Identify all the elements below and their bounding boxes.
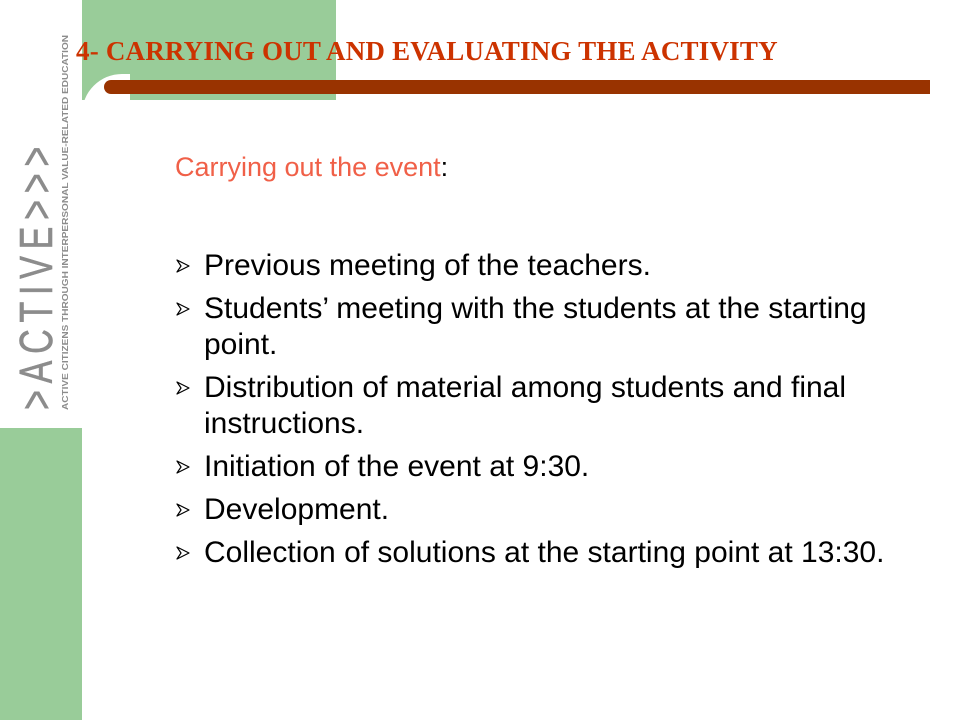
arrow-bullet-icon	[176, 460, 190, 474]
bullet-text: Previous meeting of the teachers.	[204, 249, 651, 282]
bullet-item	[172, 492, 892, 528]
arrow-bullet-icon	[176, 503, 190, 517]
arrow-bullet-icon	[176, 381, 190, 395]
bullet-item	[172, 449, 892, 485]
bullet-text: Collection of solutions at the starting point at 13:30.	[204, 536, 885, 569]
bullet-item	[172, 291, 892, 363]
bullet-text: Students’ meeting with the students at the starting point.	[204, 292, 867, 361]
bullet-item	[172, 370, 892, 442]
heading-text: Carrying out the event	[175, 152, 441, 182]
arrow-bullet-icon	[176, 259, 190, 273]
section-heading	[175, 152, 448, 183]
arrow-bullet-icon	[176, 302, 190, 316]
active-logo	[8, 18, 72, 418]
decorative-green-left-block	[0, 428, 82, 720]
arrow-bullet-icon	[176, 546, 190, 560]
bullet-text: Initiation of the event at 9:30.	[204, 450, 590, 483]
bullet-list	[172, 248, 892, 578]
bullet-item	[172, 535, 892, 571]
bullet-item	[172, 248, 892, 284]
logo-tagline: ACTIVE CITIZENS THROUGH INTERPERSONAL VALUE-RELATED EDUCATION	[61, 111, 70, 410]
heading-colon: :	[440, 152, 449, 182]
bullet-text: Development.	[204, 493, 390, 526]
bullet-text: Distribution of material among students and final instructions.	[204, 371, 847, 440]
slide-title: 4- CARRYING OUT AND EVALUATING THE ACTIVITY	[76, 36, 778, 66]
title-underline-bar	[104, 80, 930, 94]
logo-wordmark: >ACTIVE>>>	[10, 46, 62, 410]
